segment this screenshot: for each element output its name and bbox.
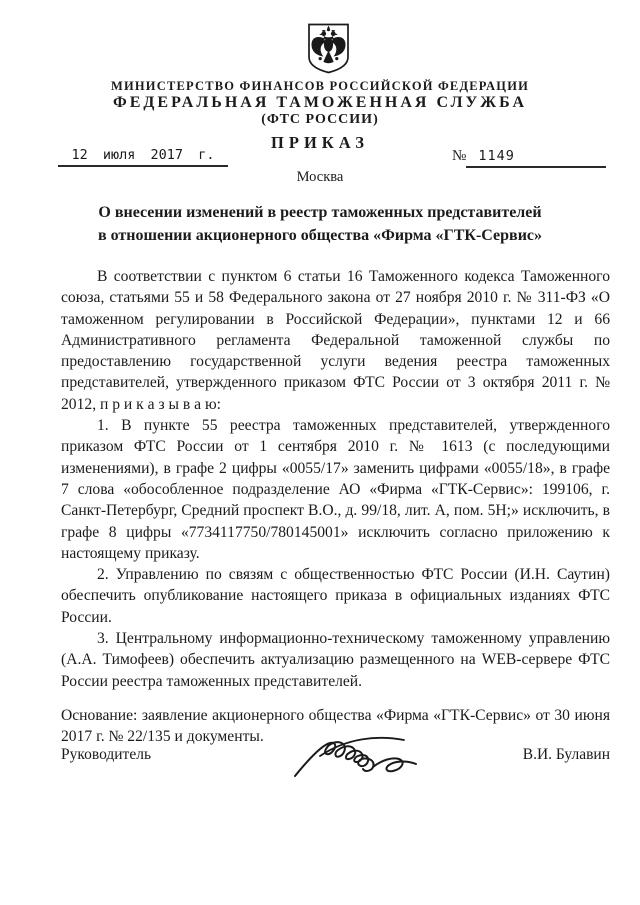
number-sign: № — [452, 148, 467, 164]
preamble-paragraph: В соответствии с пунктом 6 статьи 16 Таможенного кодекса Таможенного союза, статьями 55 и 58 Федерального закона от 27 ноября 2010 г. № 311-ФЗ «О таможенном регулировании в Российской Федерации», пунктами 12 и 66 Административного регламента Федеральной таможенной службы по предоставлению государственной услуги ведения реестра таможенных представителей, утвержденного приказом ФТС России от 3 октября 2011 г. № 2012, п р и к а з ы в а ю: — [61, 268, 610, 413]
ministry-name: МИНИСТЕРСТВО ФИНАНСОВ РОССИЙСКОЙ ФЕДЕРАЦИИ — [110, 79, 530, 93]
basis-paragraph: Основание: заявление акционерного общества «Фирма «ГТК-Сервис» от 30 июня 2017 г. № 22/135 и документы. — [61, 706, 610, 746]
item-3-paragraph: 3. Центральному информационно-техническому таможенному управлению (А.А. Тимофеев) обеспечить актуализацию размещенного на WEB-сервере ФТС России реестра таможенных представителей. — [61, 630, 610, 690]
order-title-line2: в отношении акционерного общества «Фирма «ГТК-Сервис» — [97, 226, 543, 244]
order-title — [0, 202, 640, 247]
order-date: 12 июля 2017 г. — [58, 147, 228, 167]
city-name: Москва — [296, 169, 344, 185]
russia-coat-of-arms-icon — [307, 23, 350, 74]
document-type-heading: ПРИКАЗ — [271, 133, 369, 152]
order-body — [61, 266, 610, 748]
signer-position: Руководитель — [61, 746, 152, 763]
agency-short-name: (ФТС РОССИИ) — [261, 112, 379, 127]
item-1-paragraph: 1. В пункте 55 реестра таможенных представителей, утвержденного приказом ФТС России от 1 сентября 2010 г. № 1613 (с последующими изменениями), в графе 2 цифры «0055/17» заменить цифрами «0055/18», в графе 7 слова «обособленное подразделение АО «Фирма «ГТК-Сервис»: 199106, г. Санкт-Петербург, Средний проспект В.О., д. 99/18, лит. А, пом. 5Н;» исключить, в графе 8 цифры «7734117750/780145001» исключить согласно приложению к настоящему приказу. — [61, 417, 610, 562]
item-2-paragraph: 2. Управлению по связям с общественностью ФТС России (И.Н. Саутин) обеспечить опубликование настоящего приказа в официальных изданиях ФТС России. — [61, 566, 610, 626]
signer-name: В.И. Булавин — [522, 746, 610, 763]
handwritten-signature — [292, 730, 427, 786]
agency-name: ФЕДЕРАЛЬНАЯ ТАМОЖЕННАЯ СЛУЖБА — [112, 94, 528, 111]
order-title-line1: О внесении изменений в реестр таможенных представителей — [98, 204, 542, 221]
order-number-block — [452, 147, 606, 168]
order-number: 1149 — [466, 148, 606, 168]
